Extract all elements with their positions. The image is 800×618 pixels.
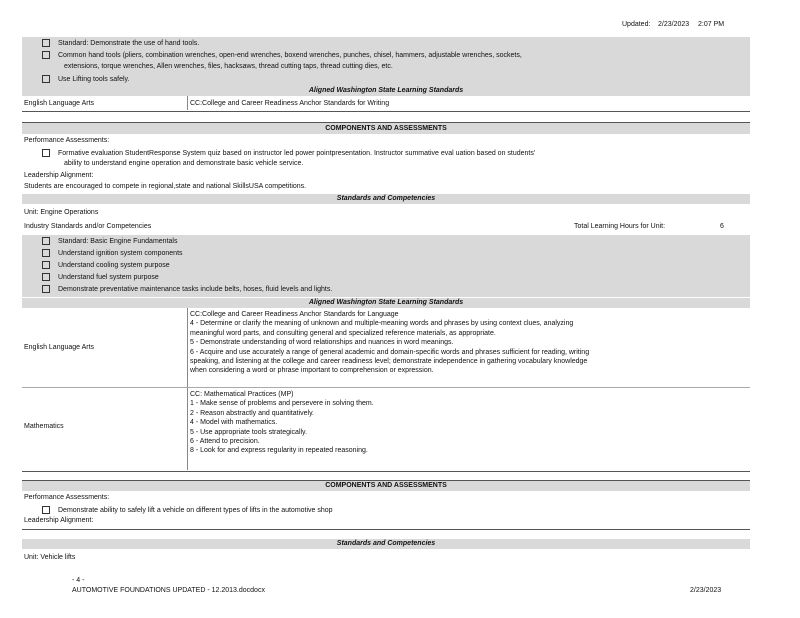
math-standards-text: CC: Mathematical Practices (MP) 1 - Make sense of problems and persevere in solving them. 2 - Reason abstractly and quantitatively. 4 - Model with mathematics. 5 - Use appropriate tools strategically. 6 - Attend to precision. 8 - Look for and express regularity in repeated reasoning. [190, 391, 374, 455]
unit-label: Unit: Vehicle lifts [24, 554, 76, 561]
column-divider [187, 308, 188, 470]
bullet-icon [42, 51, 50, 59]
industry-label: Industry Standards and/or Competencies [24, 223, 152, 230]
updated-label: Updated: [622, 21, 651, 28]
page-number: - 4 - [72, 577, 85, 584]
list-item: Formative evaluation StudentResponse System quiz based on instructor led power pointpresentation. Instructor summative eval uation based on students' [42, 149, 535, 157]
list-item: Demonstrate ability to safely lift a vehicle on different types of lifts in the automotive shop [42, 506, 333, 514]
list-item: Understand cooling system purpose [42, 261, 170, 269]
list-item: Standard: Demonstrate the use of hand tools. [42, 39, 199, 47]
list-item: Common hand tools (pliers, combination wrenches, open-end wrenches, boxend wrenches, punches, chisel, hammers, adjustable wrenches, sockets, [42, 51, 522, 59]
updated-time: 2:07 PM [698, 21, 725, 28]
list-item: Standard: Basic Engine Fundamentals [42, 237, 177, 245]
footer-date: 2/23/2023 [690, 587, 722, 594]
list-item-continuation: extensions, torque wrenches, Allen wrenches, files, hacksaws, thread cutting taps, thread cutting dies, etc. [64, 63, 393, 70]
standards-competencies-header: Standards and Competencies [22, 194, 750, 204]
components-header: COMPONENTS AND ASSESSMENTS [22, 481, 750, 491]
list-item: Understand fuel system purpose [42, 273, 159, 281]
aligned-standards-header: Aligned Washington State Learning Standards [22, 298, 750, 308]
list-item: Use Lifting tools safely. [42, 75, 129, 83]
performance-label: Performance Assessments: [24, 137, 110, 144]
bullet-icon [42, 285, 50, 293]
footer-left: AUTOMOTIVE FOUNDATIONS UPDATED - 12.2013.docdocx [72, 587, 265, 594]
bullet-icon [42, 149, 50, 157]
bullet-icon [42, 237, 50, 245]
divider [22, 471, 750, 472]
bullet-icon [42, 261, 50, 269]
leadership-text: Students are encouraged to compete in regional,state and national SkillsUSA competitions. [24, 183, 307, 190]
unit-label: Unit: Engine Operations [24, 209, 99, 216]
performance-label: Performance Assessments: [24, 494, 110, 501]
bullet-icon [42, 273, 50, 281]
hours-label: Total Learning Hours for Unit: [574, 223, 666, 230]
leadership-label: Leadership Alignment: [24, 517, 94, 524]
divider [22, 111, 750, 112]
hours-value: 6 [720, 223, 724, 230]
standards-competencies-header: Standards and Competencies [22, 539, 750, 549]
bullet-icon [42, 506, 50, 514]
subject-label: English Language Arts [24, 100, 95, 107]
ela-standards-text: CC:College and Career Readiness Anchor Standards for Language 4 - Determine or clarify the meaning of unknown and multiple-meaning words and phrases by using context clues, analyzing meaningful word parts, and consulting general and specialized reference materials, as appropriate. 5 - Demonstrate understanding of word relationships and nuances in word meanings. 6 - Acquire and use accurately a range of general academic and domain-specific words and phrases sufficient for reading, writing speaking, and listening at the college and career readiness level; demonstrate independence in gathering vocabulary knowledge when considering a word or phrase important to comprehension or expression. [190, 311, 590, 375]
subject-label: Mathematics [24, 423, 64, 430]
leadership-label: Leadership Alignment: [24, 172, 94, 179]
standard-text: CC:College and Career Readiness Anchor Standards for Writing [190, 100, 390, 107]
list-item: Demonstrate preventative maintenance tasks include belts, hoses, fluid levels and lights. [42, 285, 332, 293]
bullet-icon [42, 39, 50, 47]
subject-label: English Language Arts [24, 344, 95, 351]
bullet-icon [42, 75, 50, 83]
row-divider [22, 387, 750, 388]
list-item-continuation: ability to understand engine operation and demonstrate basic vehicle service. [64, 160, 304, 167]
aligned-standards-header: Aligned Washington State Learning Standards [22, 86, 750, 96]
column-divider [187, 96, 188, 110]
components-header: COMPONENTS AND ASSESSMENTS [22, 123, 750, 134]
bullet-icon [42, 249, 50, 257]
list-item: Understand ignition system components [42, 249, 183, 257]
updated-date: 2/23/2023 [658, 21, 690, 28]
divider [22, 529, 750, 530]
